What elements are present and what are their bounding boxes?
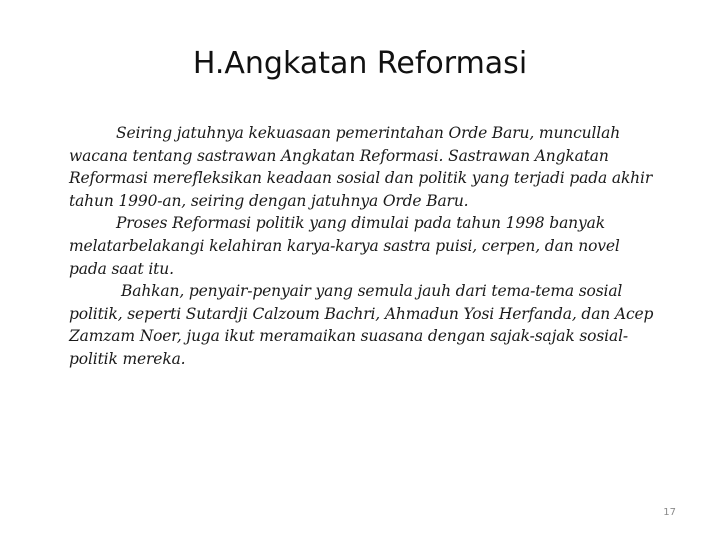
page-number: 17 (663, 507, 676, 518)
paragraph-1: Seiring jatuhnya kekuasaan pemerintahan Orde Baru, muncullah wacana tentang sastrawan Angkatan Reformasi. Sastrawan Angkatan Reformasi merefleksikan keadaan sosial dan politik yang terjadi pada akhir tahun 1990-an, seiring dengan jatuhnya Orde Baru. (69, 124, 653, 210)
paragraph-3: Bahkan, penyair-penyair yang semula jauh dari tema-tema sosial politik, seperti Sutardji Calzoum Bachri, Ahmadun Yosi Herfanda, dan Acep Zamzam Noer, juga ikut meramaikan suasana dengan sajak-sajak sosial-politik mereka. (69, 282, 654, 368)
slide-title: H.Angkatan Reformasi (192, 46, 528, 81)
slide-body (69, 122, 659, 371)
paragraph-2: Proses Reformasi politik yang dimulai pada tahun 1998 banyak melatarbelakangi kelahiran karya-karya sastra puisi, cerpen, dan novel pada saat itu. (69, 214, 620, 278)
